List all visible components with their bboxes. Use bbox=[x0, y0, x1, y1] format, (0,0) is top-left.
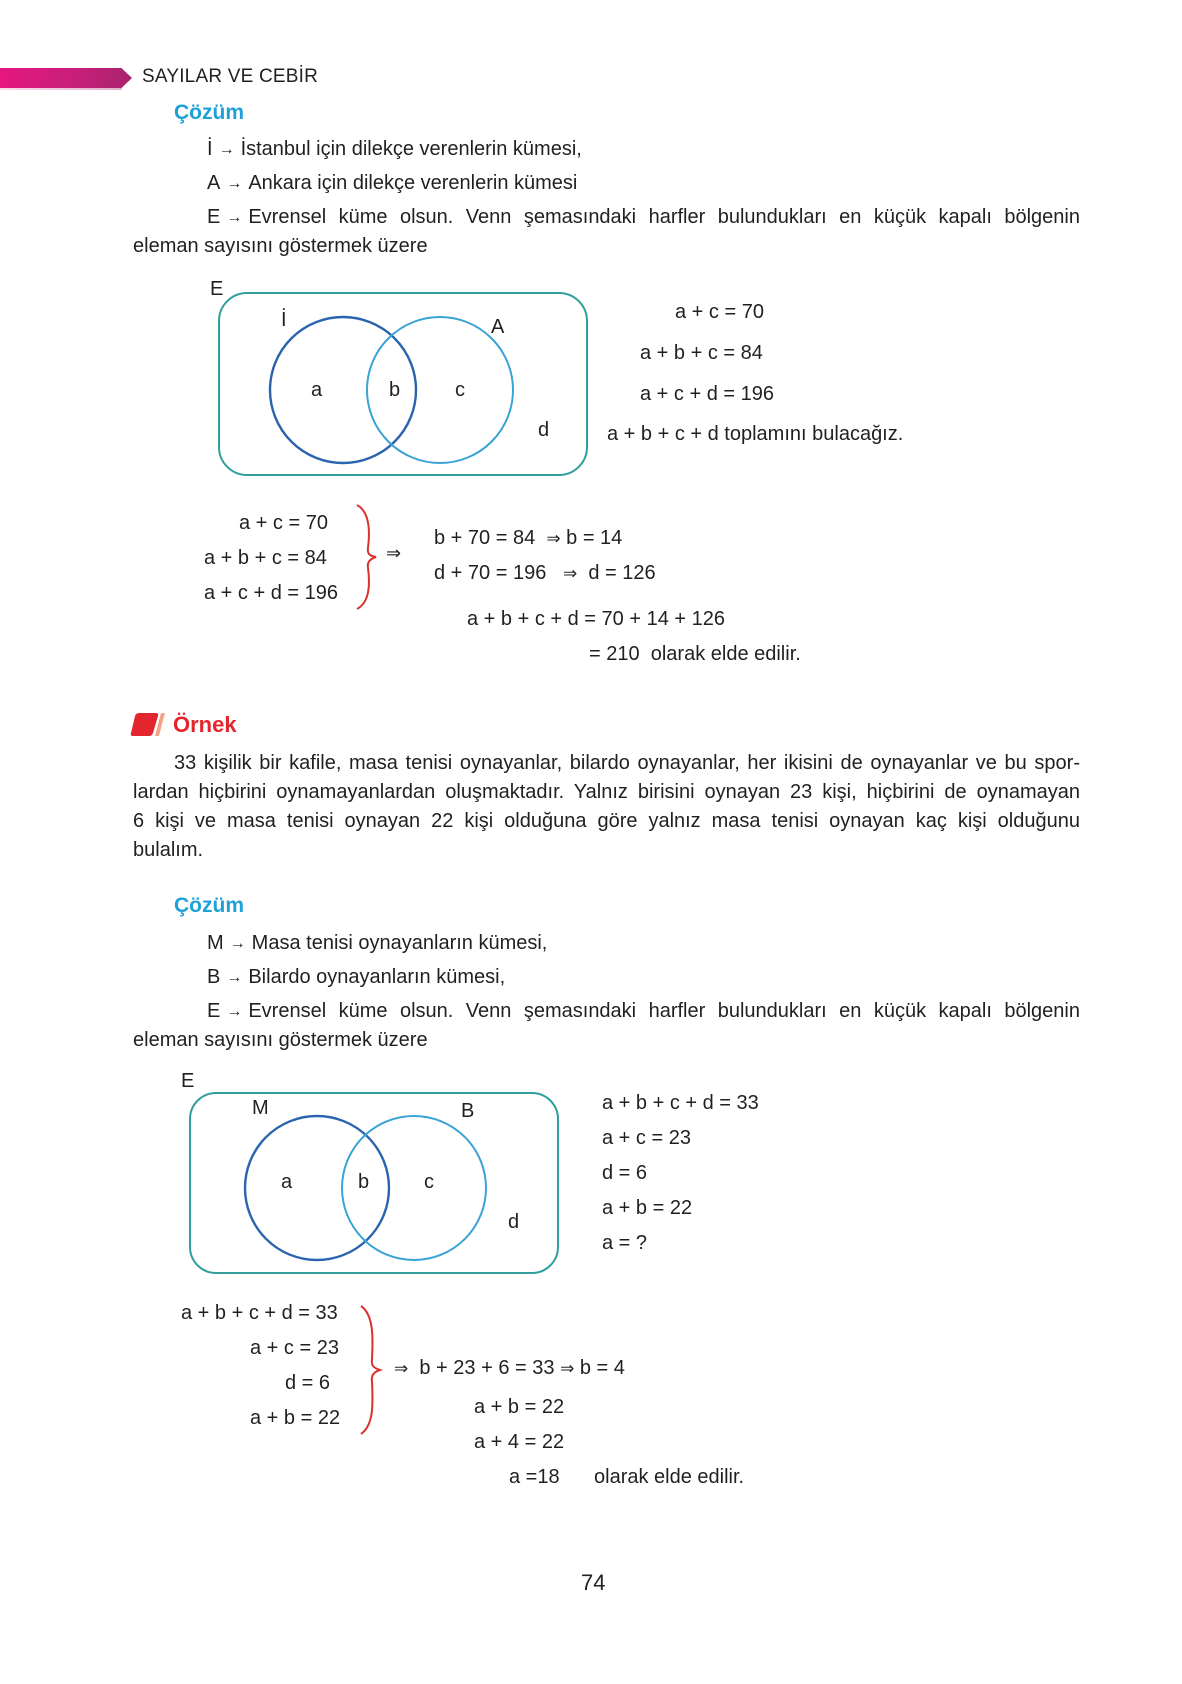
venn-region-b: b bbox=[358, 1171, 370, 1193]
definition-line-universe bbox=[207, 206, 1080, 229]
venn-label-universe: E bbox=[181, 1070, 195, 1092]
venn-label-set-left: M bbox=[252, 1097, 269, 1119]
page-number: 74 bbox=[581, 1570, 606, 1595]
given-equation: a + b = 22 bbox=[602, 1197, 693, 1219]
set-symbol: A bbox=[207, 172, 221, 194]
system-equation: a + b + c + d = 33 bbox=[181, 1302, 338, 1324]
system-equation: d = 6 bbox=[285, 1372, 331, 1394]
venn-region-b: b bbox=[389, 379, 401, 401]
given-equation: a + c = 23 bbox=[602, 1127, 691, 1149]
given-equation: a + c = 70 bbox=[675, 301, 764, 323]
example-problem-text bbox=[133, 749, 1080, 865]
venn-diagram-2 bbox=[170, 1060, 570, 1280]
definition-text: Ankara için dilekçe verenlerin kümesi bbox=[248, 172, 578, 194]
derivation-result: b = 4 bbox=[579, 1357, 625, 1379]
implies-icon: ⇒ bbox=[394, 1359, 409, 1378]
right-arrow-icon: → bbox=[229, 935, 246, 952]
venn-region-d: d bbox=[538, 419, 550, 441]
definition-continuation-2: eleman sayısını göstermek üzere bbox=[133, 1029, 428, 1051]
derivation-result: b = 14 bbox=[566, 527, 623, 549]
solution-heading-2: Çözüm bbox=[174, 894, 244, 917]
venn-region-a: a bbox=[281, 1171, 293, 1193]
derivation-equation: d + 70 = 196 bbox=[434, 562, 547, 584]
chapter-banner-shadow bbox=[0, 86, 122, 90]
definition-text: Masa tenisi oynayanların kümesi, bbox=[251, 932, 548, 954]
definition-line-bilardo bbox=[207, 966, 505, 989]
set-symbol: E bbox=[207, 1000, 221, 1022]
system-equation: a + b + c = 84 bbox=[204, 547, 327, 569]
implies-icon: ⇒ bbox=[560, 1359, 575, 1378]
right-arrow-icon: → bbox=[226, 175, 243, 192]
venn-region-c: c bbox=[424, 1171, 434, 1193]
venn-label-set-right: A bbox=[491, 316, 505, 338]
final-value: a =18 bbox=[509, 1466, 560, 1488]
definition-line-universe-2 bbox=[207, 1000, 1080, 1023]
definition-text: Evrensel küme olsun. Venn şemasındaki harfler bulundukları en küçük kapalı bölgenin bbox=[248, 1000, 1080, 1022]
derivation-line bbox=[394, 1357, 625, 1380]
derivation-equation: b + 70 = 84 bbox=[434, 527, 536, 549]
set-symbol: B bbox=[207, 966, 221, 988]
venn-region-c: c bbox=[455, 379, 465, 401]
example-badge-icon bbox=[130, 711, 170, 737]
system-equation: a + c = 23 bbox=[250, 1337, 339, 1359]
system-equation: a + b = 22 bbox=[250, 1407, 341, 1429]
definition-line-ankara bbox=[207, 172, 577, 195]
definition-continuation: eleman sayısını göstermek üzere bbox=[133, 235, 428, 257]
final-text: olarak elde edilir. bbox=[594, 1466, 745, 1488]
example-line: 6 kişi ve masa tenisi oynayan 22 kişi olduğuna göre yalnız masa tenisi oynayan kaç kişi olduğunu bbox=[133, 810, 1080, 832]
right-brace-icon bbox=[354, 502, 384, 612]
venn-diagram-1 bbox=[200, 270, 600, 485]
venn-label-set-right: B bbox=[461, 1100, 475, 1122]
venn-label-set-left: İ bbox=[281, 309, 287, 331]
given-equation: d = 6 bbox=[602, 1162, 648, 1184]
definition-text: Evrensel küme olsun. Venn şemasındaki harfler bulundukları en küçük kapalı bölgenin bbox=[248, 206, 1080, 228]
right-arrow-icon: → bbox=[226, 1003, 243, 1020]
unknown-question: a = ? bbox=[602, 1232, 648, 1254]
set-symbol: M bbox=[207, 932, 224, 954]
implies-icon: ⇒ bbox=[563, 564, 578, 583]
given-equation: a + b + c = 84 bbox=[640, 342, 763, 364]
right-arrow-icon: → bbox=[218, 141, 235, 158]
derivation-equation: b + 23 + 6 = 33 bbox=[419, 1357, 555, 1379]
implies-icon: ⇒ bbox=[546, 529, 561, 548]
section-title: SAYILAR VE CEBİR bbox=[142, 66, 319, 87]
derivation-line bbox=[434, 562, 656, 585]
solution-heading-1: Çözüm bbox=[174, 101, 244, 124]
right-arrow-icon: → bbox=[226, 969, 243, 986]
result-line: = 210 olarak elde edilir. bbox=[589, 643, 801, 665]
definition-text: İstanbul için dilekçe verenlerin kümesi, bbox=[240, 138, 582, 160]
derivation-line bbox=[434, 527, 622, 550]
venn-region-a: a bbox=[311, 379, 323, 401]
chapter-banner-bar bbox=[0, 68, 132, 88]
example-line: lardan hiçbirini oynamayanlardan oluşmaktadır. Yalnız birisini oynayan 23 kişi, hiçbirini de oynamayan bbox=[133, 781, 1080, 803]
example-line: bulalım. bbox=[133, 839, 204, 861]
definition-line-istanbul bbox=[207, 138, 582, 161]
right-arrow-icon: → bbox=[226, 209, 243, 226]
derivation-result: d = 126 bbox=[588, 562, 656, 584]
definition-text: Bilardo oynayanların kümesi, bbox=[248, 966, 506, 988]
venn-region-d: d bbox=[508, 1211, 520, 1233]
universe-rectangle bbox=[219, 293, 587, 475]
example-heading: Örnek bbox=[173, 712, 237, 737]
example-line: 33 kişilik bir kafile, masa tenisi oynayanlar, bilardo oynayanlar, her ikisini de oynayanlar ve bu spor- bbox=[174, 752, 1080, 774]
right-brace-icon bbox=[358, 1303, 388, 1438]
definition-line-masa-tenisi bbox=[207, 932, 547, 955]
step-equation: a + b = 22 bbox=[474, 1396, 565, 1418]
step-equation: a + 4 = 22 bbox=[474, 1431, 565, 1453]
given-equation: a + b + c + d = 33 bbox=[602, 1092, 759, 1114]
system-equation: a + c + d = 196 bbox=[204, 582, 338, 604]
sum-line: a + b + c + d = 70 + 14 + 126 bbox=[467, 608, 725, 630]
implies-icon: ⇒ bbox=[386, 543, 402, 563]
system-equation: a + c = 70 bbox=[239, 512, 328, 534]
set-symbol: E bbox=[207, 206, 221, 228]
given-equation: a + c + d = 196 bbox=[640, 383, 774, 405]
goal-statement: a + b + c + d toplamını bulacağız. bbox=[607, 423, 904, 445]
set-symbol: İ bbox=[207, 138, 213, 160]
venn-label-universe: E bbox=[210, 278, 224, 300]
